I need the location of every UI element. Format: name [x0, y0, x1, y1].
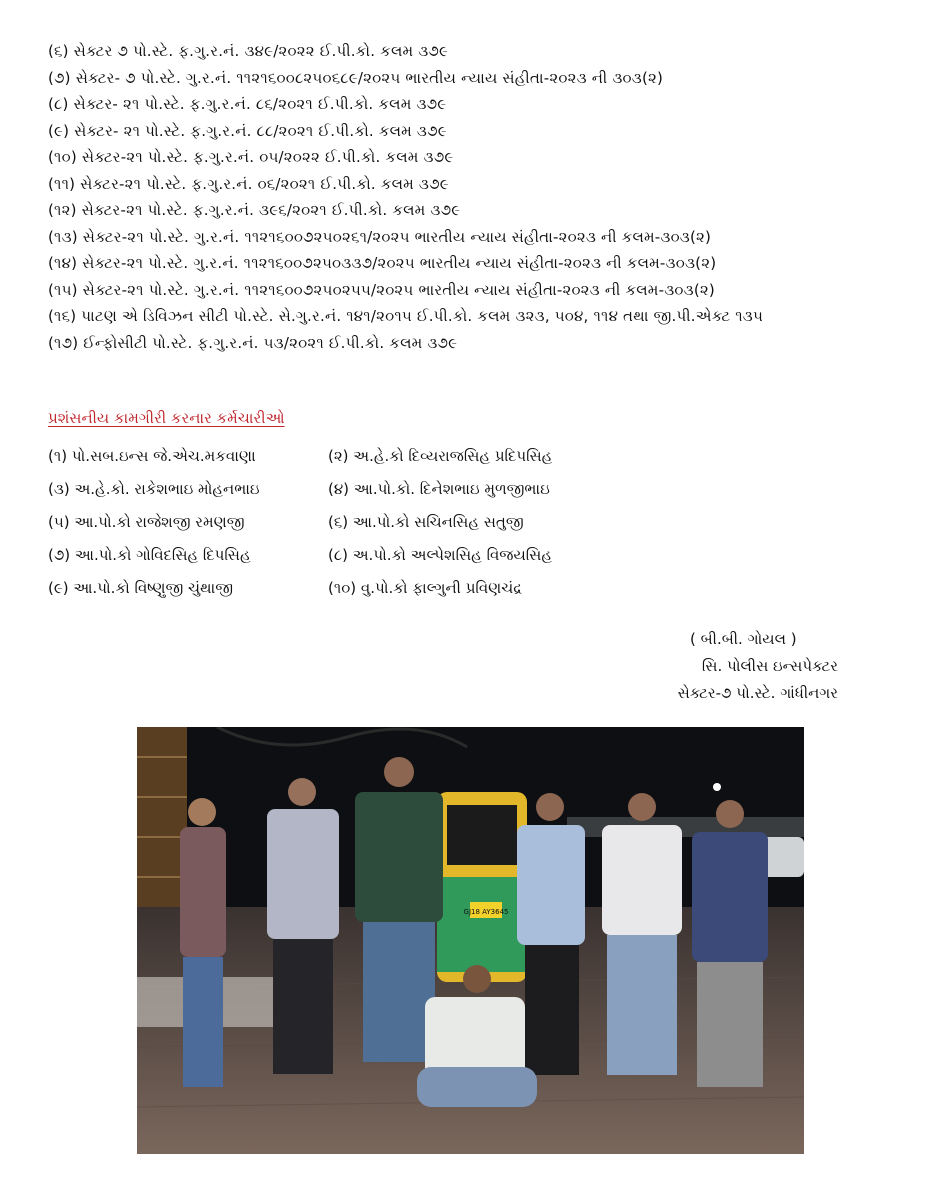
group-photo-illustration — [137, 727, 804, 1154]
staff-row — [48, 542, 748, 575]
staff-member: (૮) અ.પો.કો અલ્પેશસિહ વિજયસિહ — [328, 546, 552, 564]
staff-grid — [48, 443, 748, 608]
signature-block — [640, 626, 860, 707]
case-list — [48, 38, 763, 356]
staff-member: (૬) આ.પો.કો સચિનસિહ સતુજી — [328, 513, 524, 531]
case-entry: (૮) સેક્ટર- ૨૧ પો.સ્ટે. ફ.ગુ.ર.નં. ૮૬/૨૦૨૧ ઈ.પી.કો. કલમ ૩૭૯ — [48, 95, 447, 113]
staff-member: (૧૦) વુ.પો.કો ફાલ્ગુની પ્રવિણચંદ્ર — [328, 579, 523, 597]
staff-member: (૯) આ.પો.કો વિષ્ણુજી ચુંથાજી — [48, 579, 234, 597]
staff-row — [48, 575, 748, 608]
staff-member: (૧) પો.સબ.ઇન્સ જે.એચ.મકવાણા — [48, 447, 256, 465]
case-entry: (૧૨) સેક્ટર-૨૧ પો.સ્ટે. ફ.ગુ.ર.નં. ૩૯૬/૨૦૨૧ ઈ.પી.કો. કલમ ૩૭૯ — [48, 201, 461, 219]
case-entry: (૧૫) સેક્ટર-૨૧ પો.સ્ટે. ગુ.ર.નં. ૧૧૨૧૬૦૦૭૨૫૦૨૫૫/૨૦૨૫ ભારતીય ન્યાય સંહીતા-૨૦૨૩ ની કલમ-૩૦૩(૨) — [48, 280, 715, 299]
case-entry: (૬) સેક્ટર ૭ પો.સ્ટે. ફ.ગુ.ર.નં. ૩૪૯/૨૦૨૨ ઈ.પી.કો. કલમ ૩૭૯ — [48, 42, 449, 60]
staff-heading: પ્રશંસનીય કામગીરી કરનાર કર્મચારીઓ — [48, 409, 285, 427]
signatory-station: સેક્ટર-૭ પો.સ્ટે. ગાંધીનગર — [677, 684, 838, 702]
signatory-name: ( બી.બી. ગોયલ ) — [690, 630, 797, 648]
case-entry: (૯) સેક્ટર- ૨૧ પો.સ્ટે. ફ.ગુ.ર.નં. ૮૮/૨૦૨૧ ઈ.પી.કો. કલમ ૩૭૯ — [48, 121, 447, 140]
case-entry: (૧૩) સેક્ટર-૨૧ પો.સ્ટે. ગુ.ર.નં. ૧૧૨૧૬૦૦૭૨૫૦૨૬૧/૨૦૨૫ ભારતીય ન્યાય સંહીતા-૨૦૨૩ ની કલમ-૩૦૩(૨) — [48, 227, 712, 246]
staff-member: (૭) આ.પો.કો ગોવિદસિહ દિપસિહ — [48, 546, 251, 564]
staff-member: (૪) આ.પો.કો. દિનેશભાઇ મુળજીભાઇ — [328, 480, 550, 498]
case-entry: (૭) સેક્ટર- ૭ પો.સ્ટે. ગુ.ર.નં. ૧૧૨૧૬૦૦૮૨૫૦૬૮૯/૨૦૨૫ ભારતીય ન્યાય સંહીતા-૨૦૨૩ ની ૩૦૩(૨) — [48, 68, 664, 87]
signatory-designation: સિ. પોલીસ ઇન્સપેક્ટર — [701, 657, 838, 675]
number-plate-text: GJ18 AY3645 — [463, 908, 509, 916]
case-entry: (૧૭) ઈન્ફોસીટી પો.સ્ટે. ફ.ગુ.ર.નં. ૫૩/૨૦૨૧ ઈ.પી.કો. કલમ ૩૭૯ — [48, 333, 458, 352]
staff-row — [48, 509, 748, 542]
case-entry: (૧૬) પાટણ એ ડિવિઝન સીટી પો.સ્ટે. સે.ગુ.ર.નં. ૧૪૧/૨૦૧૫ ઈ.પી.કો. કલમ ૩૨૩, ૫૦૪, ૧૧૪ તથા જી.પી.એક્ટ ૧૩૫ — [48, 307, 764, 325]
staff-row — [48, 443, 748, 476]
staff-row — [48, 476, 748, 509]
case-entry: (૧૪) સેક્ટર-૨૧ પો.સ્ટે. ગુ.ર.નં. ૧૧૨૧૬૦૦૭૨૫૦૩૩૭/૨૦૨૫ ભારતીય ન્યાય સંહીતા-૨૦૨૩ ની કલમ-૩૦૩(૨) — [48, 254, 717, 272]
case-entry: (૧૦) સેક્ટર-૨૧ પો.સ્ટે. ફ.ગુ.ર.નં. ૦૫/૨૦૨૨ ઈ.પી.કો. કલમ ૩૭૯ — [48, 148, 454, 166]
case-entry: (૧૧) સેક્ટર-૨૧ પો.સ્ટે. ફ.ગુ.ર.નં. ૦૬/૨૦૨૧ ઈ.પી.કો. કલમ ૩૭૯ — [48, 174, 449, 193]
staff-member: (૫) આ.પો.કો રાજેશજી રમણજી — [48, 513, 245, 531]
staff-member: (૨) અ.હે.કો દિવ્યરાજસિહ પ્રદિપસિહ — [328, 447, 553, 465]
staff-member: (૩) અ.હે.કો. રાકેશભાઇ મોહનભાઇ — [48, 480, 260, 498]
group-photo — [137, 727, 804, 1154]
